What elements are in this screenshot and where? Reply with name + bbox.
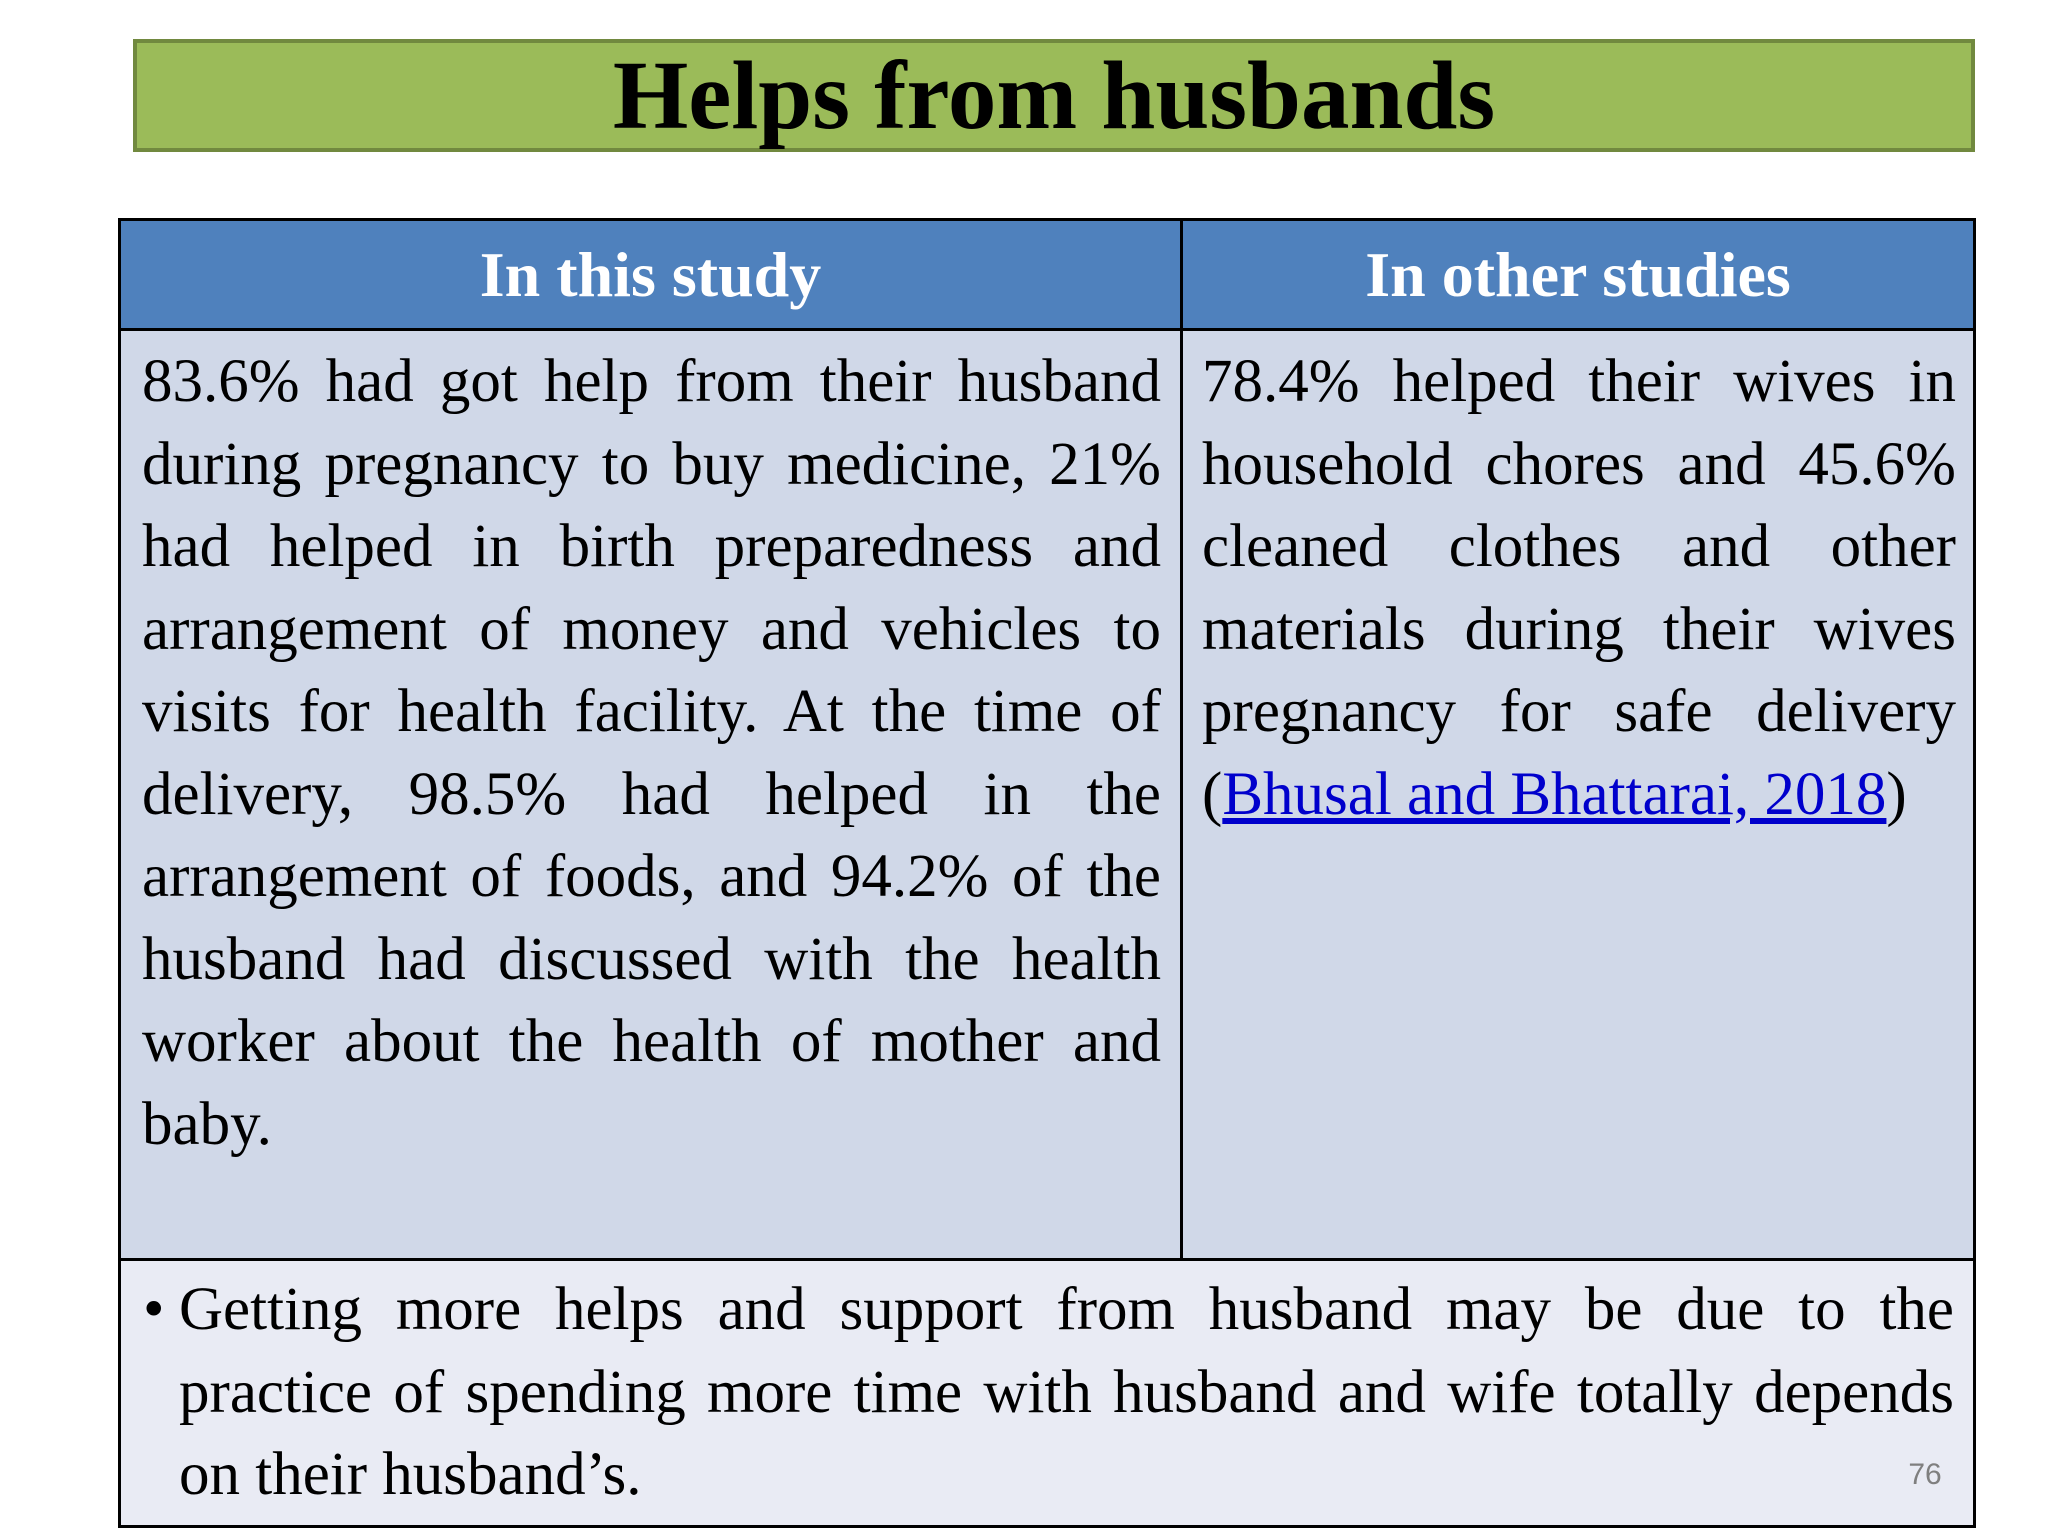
title-bar: [133, 39, 1975, 152]
conclusion-text: Getting more helps and support from husband may be due to the practice of spending more time with husband and wife totally depends on their husband’s.: [179, 1276, 1954, 1508]
header-other-studies: In other studies: [1183, 221, 1973, 331]
header-this-study: In this study: [121, 221, 1180, 331]
page-number: 76: [1908, 1458, 1942, 1491]
conclusion-cell: [121, 1261, 1973, 1525]
slide-title: Helps from husbands: [612, 42, 1496, 149]
this-study-cell: [121, 331, 1180, 1258]
bullet-icon: •: [139, 1281, 169, 1339]
column-divider: [1180, 221, 1183, 1258]
comparison-table: [118, 218, 1976, 1528]
other-studies-text: 78.4% helped their wives in household chores and 45.6% cleaned clothes and other materials during their wives pregnancy for safe delivery: [1202, 348, 1956, 745]
citation-open-paren: (: [1202, 760, 1223, 828]
other-studies-cell: [1183, 331, 1973, 1258]
this-study-text: 83.6% had got help from their husband during pregnancy to buy medicine, 21% had helped in birth preparedness and arrangement of money and vehicles to visits for health facility. At the time of delivery, 98.5% had helped in the arrangement of foods, and 94.2% of the husband had discussed with the health worker about the health of mother and baby.: [142, 348, 1161, 1158]
citation-link[interactable]: Bhusal and Bhattarai, 2018: [1222, 760, 1887, 828]
citation-close-paren: ): [1886, 760, 1907, 828]
